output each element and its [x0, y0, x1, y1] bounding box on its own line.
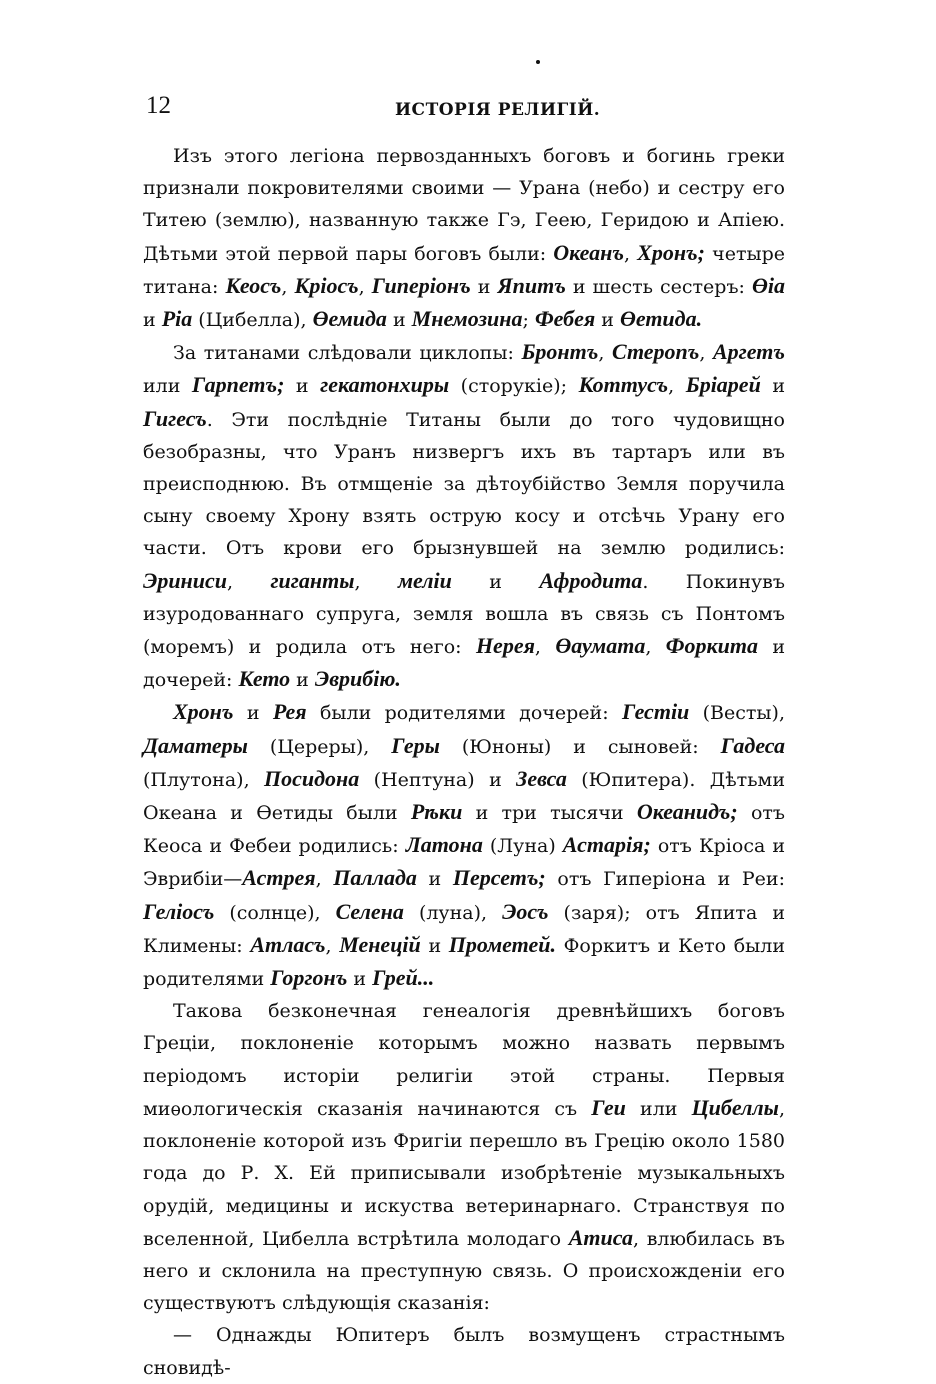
italic-name: Океанидъ; [636, 799, 738, 825]
italic-name: Өетида. [619, 306, 703, 332]
text-run: . Покинувъ изуродованнаго супруга, земля вошла въ связь съ Понтомъ (моремъ) и родила отъ него: [143, 570, 785, 659]
paragraph-4 [143, 995, 785, 1319]
italic-name: Хронъ [173, 699, 234, 725]
ink-speck [536, 60, 540, 64]
italic-name: Гигесъ [143, 405, 207, 431]
italic-name: Япитъ [497, 272, 566, 298]
italic-name: Прометей. [448, 931, 556, 957]
italic-name: Гестіи [621, 699, 690, 725]
text-run: или [625, 1097, 692, 1120]
text-run: и [284, 375, 321, 398]
text-run: За титанами слѣдовали циклопы: [173, 342, 522, 365]
text-run: Форкитъ и Кето были родителями [143, 934, 786, 991]
italic-name: Гарпетъ; [191, 372, 285, 398]
text-run: (Цереры), [247, 735, 392, 758]
italic-name: Форкита [665, 633, 758, 659]
italic-name: Цибеллы [691, 1094, 779, 1120]
italic-name: Хронъ; [637, 239, 705, 265]
text-run: и дочерей: [143, 636, 786, 692]
italic-name: Бронтъ [521, 339, 599, 365]
paragraph-2 [143, 336, 785, 696]
italic-name: Геи [591, 1094, 626, 1120]
text-run: (Цибелла), [192, 309, 313, 332]
text-run: и шесть сестеръ: [565, 275, 752, 298]
italic-name: Мнемозина [411, 306, 523, 332]
text-run: (Нептуна) и [359, 768, 517, 791]
italic-name: Рѣки [410, 799, 463, 825]
text-run: отъ Кріоса и Эврибіи— [143, 835, 786, 891]
italic-name: Даматеры [143, 732, 248, 758]
text-run: , поклоненіе которой изъ Фригіи перешло въ Грецію около 1580 года до Р. Х. Ей приписывали изобрѣтеніе музыкальныхъ орудій, медицины и искуства ветеринарнаго. Странствуя по вселенной, Цибелла встрѣтила молодаго [143, 1097, 785, 1250]
text-run: Такова безконечная генеалогія древнѣйшихъ боговъ Греціи, поклоненіе которымъ можно назвать первымъ періодомъ исторіи религіи этой страны. Первыя миѳологическія сказанія начинаются съ [143, 1000, 785, 1120]
text-run: или [143, 375, 192, 398]
text-run: . Эти послѣдніе Титаны были до того чудовищно безобразны, что Уранъ низвергъ ихъ въ тартаръ или въ преисподнюю. Въ отмщеніе за дѣтоубійство Земля поручила сыну своему Хрону взять острую косу и отсѣчь Урану его части. Отъ крови его брызнувшей на землю родились: [143, 408, 785, 560]
text-run: (Юноны) и сыновей: [439, 735, 721, 758]
page-number: 12 [146, 92, 171, 119]
text-run: (сторукіе); [449, 375, 579, 398]
text-run: , [358, 275, 372, 298]
italic-name: Менецій [339, 931, 421, 957]
italic-name: Зевса [516, 765, 567, 791]
italic-name: Океанъ [553, 239, 624, 265]
italic-name: Кріосъ [294, 272, 359, 298]
text-run: и [420, 934, 449, 957]
text-run: и [347, 968, 373, 991]
italic-name: Рея [272, 699, 307, 725]
italic-name: Геры [391, 732, 440, 758]
italic-name: Стеропъ [611, 339, 700, 365]
italic-name: Өаумата [555, 633, 646, 659]
paragraph-3 [143, 696, 785, 995]
text-run: и [290, 669, 315, 692]
text-run: Изъ этого легіона первозданныхъ боговъ и богинь греки признали покровителями своими — Урана (небо) и сестру его Титею (землю), названную также Гэ, Геею, Геридою и Апіею. Дѣтьми этой первой пары боговъ были: [143, 145, 785, 265]
text-run: (Луна) [482, 835, 563, 858]
italic-name: Астарія; [562, 832, 651, 858]
text-run: (Плутона), [143, 768, 265, 791]
italic-name: Селена [335, 898, 404, 924]
italic-name: Коттусъ [578, 372, 669, 398]
text-run: , [354, 570, 398, 593]
text-run: , [699, 342, 713, 365]
text-run: (Весты), [689, 702, 785, 725]
text-run: , [315, 868, 334, 891]
text-run: и [233, 702, 273, 725]
italic-name: Грей... [372, 965, 435, 991]
italic-name: гекатонхиры [320, 372, 450, 398]
text-run: , [325, 934, 340, 957]
italic-name: Латона [405, 832, 483, 858]
text-run: и [386, 309, 412, 332]
text-run: , [534, 636, 556, 659]
text-run: и [451, 570, 540, 593]
running-title: ИСТОРІЯ РЕЛИГІЙ. [395, 100, 601, 120]
italic-name: Фебея [534, 306, 596, 332]
paragraph-1 [143, 140, 785, 336]
italic-name: Аргетъ [713, 339, 785, 365]
italic-name: Гиперіонъ [371, 272, 471, 298]
text-run: (заря); отъ Япита и Климены: [143, 901, 785, 957]
text-run: — Однажды Юпитеръ былъ возмущенъ страстнымъ сновидѣ- [143, 1324, 785, 1379]
text-run: отъ Кеоса и Фебеи родились: [143, 802, 785, 858]
italic-name: Горгонъ [270, 965, 348, 991]
italic-name: Нерея [475, 633, 535, 659]
italic-name: Кето [238, 666, 291, 692]
text-run: , [281, 275, 295, 298]
text-run: , [623, 242, 638, 265]
text-run: четыре титана: [143, 242, 785, 298]
italic-name: Эриниси [143, 567, 228, 593]
italic-name: Эосъ [502, 898, 549, 924]
text-run: (луна), [403, 901, 503, 924]
text-run: и [595, 309, 620, 332]
text-run: (солнце), [214, 901, 336, 924]
italic-name: Кеосъ [225, 272, 282, 298]
italic-name: меліи [397, 567, 452, 593]
italic-name: Өемида [312, 306, 387, 332]
text-run: , [227, 570, 271, 593]
text-run: (Юпитера). Дѣтьми Океана и Өетиды были [143, 768, 785, 825]
text-run: отъ Гиперіона и Реи: [545, 868, 785, 891]
italic-name: Атиса [568, 1224, 633, 1250]
text-run: и три тысячи [462, 802, 637, 825]
text-run: и [143, 309, 162, 332]
paragraph-5 [143, 1319, 785, 1383]
italic-name: Ріа [161, 306, 193, 332]
text-run: и [760, 375, 785, 398]
italic-name: Өіа [751, 272, 785, 298]
italic-name: Астрея [242, 865, 316, 891]
italic-name: Эврибію. [314, 666, 401, 692]
italic-name: Персетъ; [452, 865, 546, 891]
italic-name: Посидона [264, 765, 360, 791]
text-run: , [645, 636, 666, 659]
text-run: ; [522, 309, 535, 332]
italic-name: Гадеса [720, 732, 785, 758]
text-run: , [598, 342, 612, 365]
italic-name: Атласъ [250, 931, 326, 957]
text-run: и [470, 275, 498, 298]
text-run: , [668, 375, 686, 398]
italic-name: Бріарей [685, 372, 761, 398]
body-text [143, 140, 785, 1384]
italic-name: Афродита [539, 567, 643, 593]
italic-name: Паллада [333, 865, 417, 891]
italic-name: Геліосъ [143, 898, 215, 924]
text-run: и [416, 868, 453, 891]
italic-name: гиганты [270, 567, 355, 593]
text-run: были родителями дочерей: [306, 702, 622, 725]
text-run: , влюбилась въ него и склонила на преступную связь. О происхожденіи его существуютъ слѣдующія сказанія: [143, 1227, 785, 1315]
